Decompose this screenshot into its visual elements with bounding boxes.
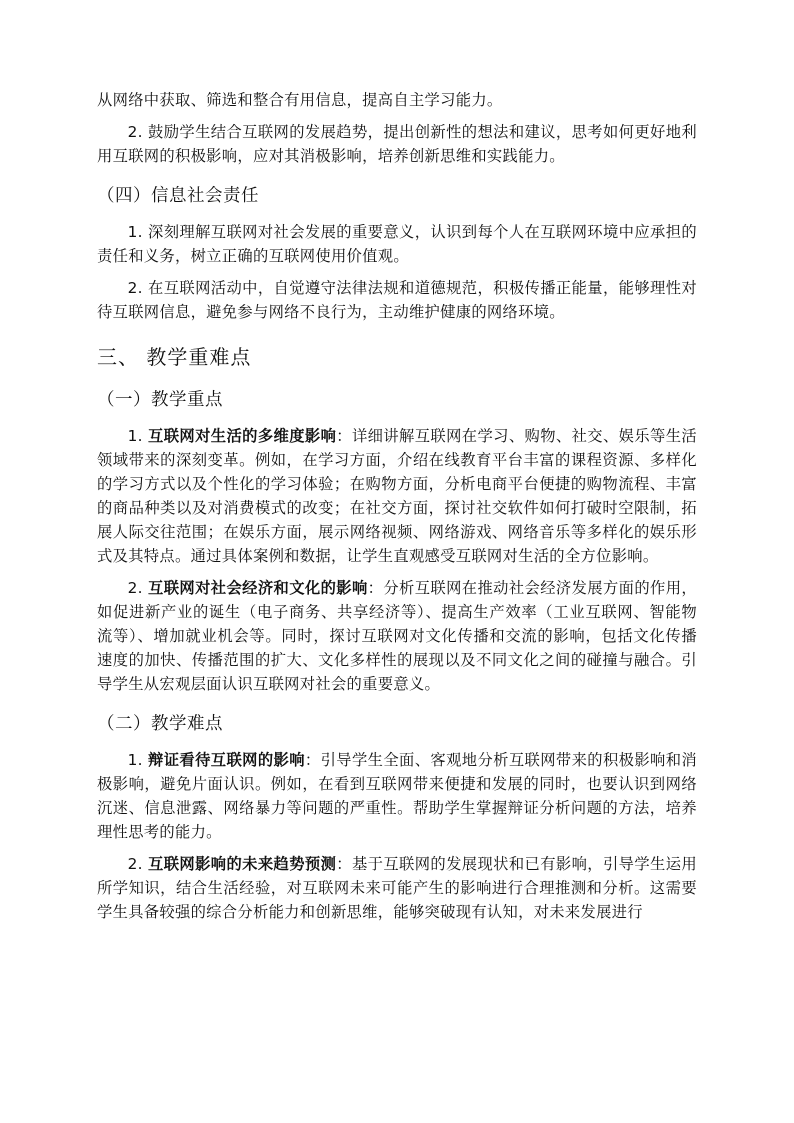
paragraph [97, 852, 697, 924]
text: 2. 鼓励学生结合互联网的发展趋势，提出创新性的想法和建议，思考如何更好地利用互联网的积极影响，应对其消极影响，培养创新思维和实践能力。 [97, 123, 697, 165]
paragraph [97, 276, 697, 324]
paragraph [97, 424, 697, 568]
emphasis-term: 互联网对生活的多维度影响 [148, 427, 337, 445]
item-number: 2. [127, 579, 149, 597]
text: （二）教学难点 [97, 714, 223, 734]
emphasis-term: 互联网对社会经济和文化的影响 [148, 579, 368, 597]
paragraph [97, 120, 697, 168]
item-number: 1. [127, 427, 149, 445]
item-number: 2. [127, 855, 149, 873]
section-heading [97, 342, 697, 372]
text: ：基于互联网的发展现状和已有影响，引导学生运用所学知识，结合生活经验，对互联网未来可能产生的影响进行合理推测和分析。这需要学生具备较强的综合分析能力和创新思维，能够突破现有认知，对未来发展进行 [97, 855, 698, 921]
text: 从网络中获取、筛选和整合有用信息，提高自主学习能力。 [97, 91, 503, 109]
subsection-heading [97, 386, 697, 414]
text: （一）教学重点 [97, 390, 223, 410]
text: ：详细讲解互联网在学习、购物、社交、娱乐等生活领域带来的深刻变革。例如，在学习方面，介绍在线教育平台丰富的课程资源、多样化的学习方式以及个性化的学习体验；在购物方面，分析电商平台便捷的购物流程、丰富的商品种类以及对消费模式的改变；在社交方面，探讨社交软件如何打破时空限制，拓展人际交往范围；在娱乐方面，展示网络视频、网络游戏、网络音乐等多样化的娱乐形式及其特点。通过具体案例和数据，让学生直观感受互联网对生活的全方位影响。 [97, 427, 698, 565]
paragraph [97, 88, 697, 112]
text: 2. 在互联网活动中，自觉遵守法律法规和道德规范，积极传播正能量，能够理性对待互联网信息，避免参与网络不良行为，主动维护健康的网络环境。 [97, 279, 697, 321]
subsection-heading [97, 182, 697, 210]
emphasis-term: 互联网影响的未来趋势预测 [148, 855, 337, 873]
text: 三、 教学重难点 [97, 345, 252, 369]
paragraph [97, 748, 697, 844]
paragraph [97, 220, 697, 268]
emphasis-term: 辩证看待互联网的影响 [148, 751, 305, 769]
document-page [97, 88, 697, 932]
paragraph [97, 576, 697, 696]
text: ：引导学生全面、客观地分析互联网带来的积极影响和消极影响，避免片面认识。例如，在看到互联网带来便捷和发展的同时，也要认识到网络沉迷、信息泄露、网络暴力等问题的严重性。帮助学生掌握辩证分析问题的方法，培养理性思考的能力。 [97, 751, 697, 841]
text: ：分析互联网在推动社会经济发展方面的作用，如促进新产业的诞生（电子商务、共享经济等）、提高生产效率（工业互联网、智能物流等）、增加就业机会等。同时，探讨互联网对文化传播和交流的影响，包括文化传播速度的加快、传播范围的扩大、文化多样性的展现以及不同文化之间的碰撞与融合。引导学生从宏观层面认识互联网对社会的重要意义。 [97, 579, 698, 693]
text: （四）信息社会责任 [97, 186, 259, 206]
text: 1. 深刻理解互联网对社会发展的重要意义，认识到每个人在互联网环境中应承担的责任和义务，树立正确的互联网使用价值观。 [97, 223, 697, 265]
subsection-heading [97, 710, 697, 738]
item-number: 1. [127, 751, 149, 769]
